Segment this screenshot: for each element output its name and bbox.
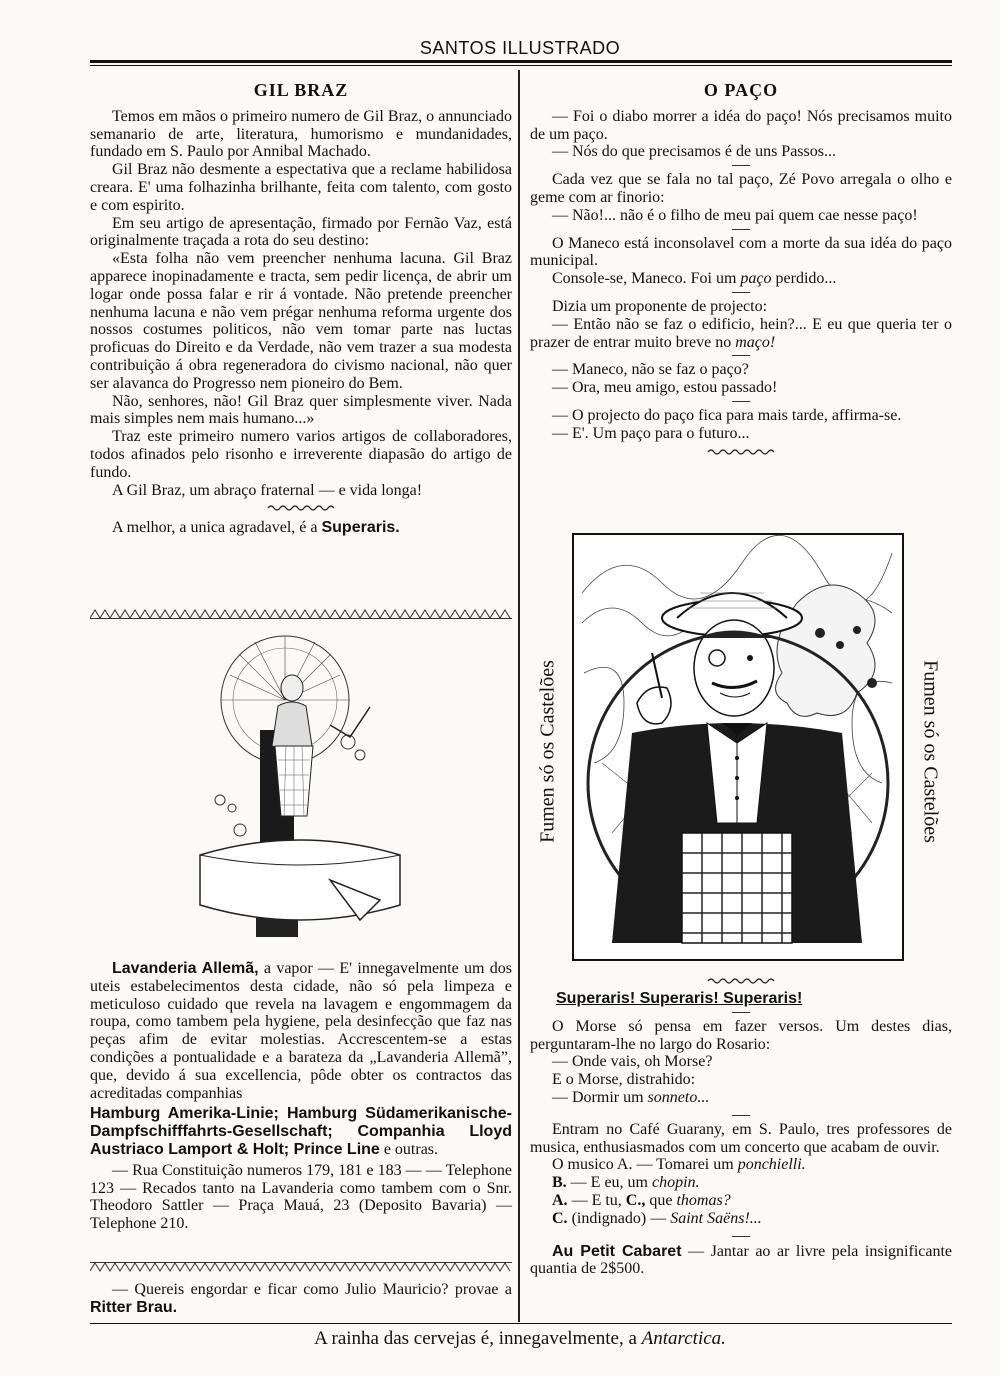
- right-column-top: [530, 82, 952, 461]
- dash-separator: [732, 229, 750, 230]
- dash-separator: [732, 1012, 750, 1013]
- lavanderia-illustration: [180, 630, 420, 950]
- o-paco-l3: Cada vez que se fala no tal paço, Zé Povo arregala o olho e geme com ar finorio:: [530, 171, 952, 206]
- cafe-intro: Entram no Café Guarany, em S. Paulo, tres professores de musica, enthusiasmados com um concerto que acabam de ouvir.: [530, 1120, 952, 1156]
- o-paco-l12: — E'. Um paço para o futuro...: [552, 424, 750, 442]
- o-paco-l6a: Console-se, Maneco. Foi um: [552, 270, 737, 288]
- ritter-brand: Ritter Brau.: [90, 1298, 178, 1316]
- morse-l2: — Onde vais, oh Morse?: [552, 1053, 713, 1071]
- gil-braz-p3: Em seu artigo de apresentação, firmado por Fernão Vaz, está originalmente traçada a rota do seu destino:: [90, 214, 512, 250]
- footer-text: A rainha das cervejas é, innegavelmente, a: [314, 1328, 637, 1349]
- o-paco-l1: — Foi o diabo morrer a idéa do paço! Nós precisamos muito de um paço.: [530, 107, 952, 143]
- superaris-line: Superaris! Superaris! Superaris!: [556, 990, 803, 1007]
- lavanderia-companies: [90, 1105, 512, 1158]
- cafe-a2-label: A.: [552, 1191, 568, 1209]
- squiggle-ornament: [706, 447, 776, 457]
- o-paco-l11: — O projecto do paço fica para mais tarde, affirma-se.: [552, 406, 902, 424]
- zigzag-separator-bottom: [90, 1262, 512, 1272]
- ritter-text: — Quereis engordar e ficar como Julio Mauricio? provae a: [112, 1281, 512, 1298]
- morse-l3: E o Morse, distrahido:: [552, 1071, 696, 1089]
- cafe-a1-text: — Tomarei um: [636, 1156, 734, 1174]
- cafe-a2-it: thomas?: [676, 1191, 731, 1209]
- cartoon-caption-left: Fumen só os Castelões: [536, 660, 559, 843]
- page-header: SANTOS ILLUSTRADO: [419, 38, 621, 58]
- gil-braz-p4: «Esta folha não vem preencher nenhuma lacuna. Gil Braz apparece inopinadamente e tracta, sem pedir licença, de abrir um logar onde possa falar e rir á vontade. Não pretende preencher nenhuma lacuna e não vem prégar nenhuma reforma urgente dos nossos costumes politicos, não vem tomar parte nas luctas proficuas do Direito e da Verdade, não vem trazer a sua modesta contribuição á obra regeneradora do civismo nacional, não quer ser alavanca do Progresso nem pioneiro do Bem.: [90, 250, 512, 392]
- dash-separator: [732, 1236, 750, 1237]
- o-paco-l10: — Ora, meu amigo, estou passado!: [552, 379, 778, 397]
- dash-separator: [732, 292, 750, 293]
- o-paco-l6b: paço: [740, 270, 772, 288]
- dash-separator: [732, 1115, 750, 1116]
- cafe-c: [530, 1210, 952, 1228]
- left-column-bottom: [90, 960, 512, 1233]
- cafe-c-text: (indignado) —: [571, 1209, 667, 1227]
- page-footer: [90, 1328, 950, 1350]
- morse-l1: O Morse só pensa em fazer versos. Um destes dias, perguntaram-lhe no largo do Rosario:: [530, 1017, 952, 1053]
- footer-rule: [90, 1323, 952, 1324]
- cafe-c-it: Saint Saëns!...: [670, 1209, 762, 1227]
- cafe-a1: [530, 1156, 952, 1174]
- companies-list: Hamburg Amerika-Linie; Hamburg Südamerikanische-Dampfschifffahrts-Gesellschaft; Companhia Lloyd Austriaco Lamport & Holt; Prince Line: [90, 1105, 512, 1158]
- o-paco-l5: O Maneco está inconsolavel com a morte da sua idéa do paço municipal.: [530, 234, 952, 270]
- header-rule: [90, 60, 952, 63]
- superaris-ad-text: A melhor, a unica agradavel, é a: [112, 519, 318, 537]
- lavanderia-name: Lavanderia Allemã,: [112, 960, 259, 977]
- squiggle-ornament: [266, 503, 336, 513]
- dash-separator: [732, 165, 750, 166]
- gil-braz-p5: Não, senhores, não! Gil Braz quer simplesmente viver. Nada mais simples nem mais humano...»: [90, 392, 512, 428]
- gil-braz-p7: A Gil Braz, um abraço fraternal — e vida longa!: [112, 481, 423, 499]
- o-paco-l4: — Não!... não é o filho de meu pai quem cae nesse paço!: [552, 206, 918, 224]
- o-paco-l8a: — Então não se faz o edificio, hein?... E eu que queria ter o prazer de entrar muito breve no: [530, 315, 952, 351]
- footer-brand: Antarctica.: [641, 1328, 726, 1349]
- gil-braz-p6: Traz este primeiro numero varios artigos de collaboradores, todos afinados pelo risonho e irreverente diapasão do artigo de fundo.: [90, 428, 512, 481]
- cabaret-name: Au Petit Cabaret: [552, 1242, 682, 1260]
- cafe-a1-label: O musico A.: [552, 1156, 633, 1174]
- gil-braz-p1: Temos em mãos o primeiro numero de Gil Braz, o annunciado semanario de arte, literatura, humorismo e mundanidades, fundado em S. Paulo por Annibal Machado.: [90, 107, 512, 161]
- cafe-a1-it: ponchielli.: [737, 1156, 806, 1174]
- left-column-top: [90, 82, 512, 537]
- gil-braz-p2: Gil Braz não desmente a espectativa que a reclame habilidosa creara. E' uma folhazinha brilhante, feita com talento, com gosto e com espirito.: [90, 161, 512, 214]
- o-paco-l2: — Nós do que precisamos é de uns Passos...: [552, 143, 836, 161]
- cafe-b-it: chopin.: [652, 1174, 700, 1192]
- right-column-bottom: [530, 972, 952, 1278]
- o-paco-title: O PAÇO: [703, 80, 779, 100]
- morse-l4a: — Dormir um: [552, 1088, 644, 1106]
- ritter-ad: [90, 1281, 512, 1317]
- lavanderia-text: a vapor — E' innegavelmente um dos uteis estabelecimentos desta cidade, não só pela limpeza e meticuloso cuidado que revela na lavagem e engommagem da roupa, como tambem pela hygiene, pela desinfecção que faz nas peças afim de evitar molestias. Accrescentem-se a estas condições a pontualidade e a barateza da „Lavanderia Allemã”, que, devido á sua excellencia, pôde obter os contractos das acreditadas companhias: [90, 960, 512, 1102]
- o-paco-l6: [530, 270, 952, 288]
- cafe-a2-text: — E tu,: [571, 1191, 622, 1209]
- cabaret: [530, 1243, 952, 1279]
- zigzag-separator-top: [90, 609, 512, 619]
- o-paco-l9: — Maneco, não se faz o paço?: [552, 361, 749, 379]
- dash-separator: [732, 401, 750, 402]
- dash-separator: [732, 355, 750, 356]
- o-paco-l8b: maço!: [735, 333, 776, 351]
- cafe-a2-text2: que: [649, 1191, 673, 1209]
- o-paco-l6c: perdido...: [775, 270, 837, 288]
- cabaret-text: — Jantar ao ar livre pela insignificante quantia de 2$500.: [530, 1242, 953, 1278]
- squiggle-ornament: [706, 976, 776, 986]
- ritter-ad-text: [90, 1281, 512, 1317]
- companies-tail: e outras.: [383, 1140, 439, 1158]
- cafe-a2: [530, 1192, 952, 1210]
- lavanderia-p1: [90, 960, 512, 1102]
- superaris-brand: Superaris.: [321, 519, 400, 537]
- o-paco-l8: [530, 316, 952, 352]
- cafe-c-label: C.: [552, 1209, 568, 1227]
- o-paco-l7: Dizia um proponente de projecto:: [552, 297, 768, 315]
- cartoon-caption-right: Fumen só os Castelões: [919, 660, 942, 843]
- column-divider: [518, 70, 520, 1322]
- cafe-a2-c: C.,: [625, 1191, 646, 1209]
- cafe-b-label: B.: [552, 1174, 567, 1192]
- morse-l4b: sonneto...: [647, 1088, 710, 1106]
- header-rule-thin: [90, 65, 952, 66]
- gil-braz-title: GIL BRAZ: [253, 80, 349, 100]
- morse-l4: [530, 1089, 952, 1107]
- cafe-b: [530, 1174, 952, 1192]
- lavanderia-p2: — Rua Constituição numeros 179, 181 e 183 — — Telephone 123 — Recados tanto na Lavanderia como tambem com o Snr. Theodoro Sattler — Praça Mauá, 23 (Deposito Bavaria) — Telephone 210.: [90, 1161, 512, 1233]
- superaris-ad: [90, 519, 512, 537]
- castelloes-cartoon: [572, 533, 904, 961]
- cafe-b-text: — E eu, um: [570, 1174, 648, 1192]
